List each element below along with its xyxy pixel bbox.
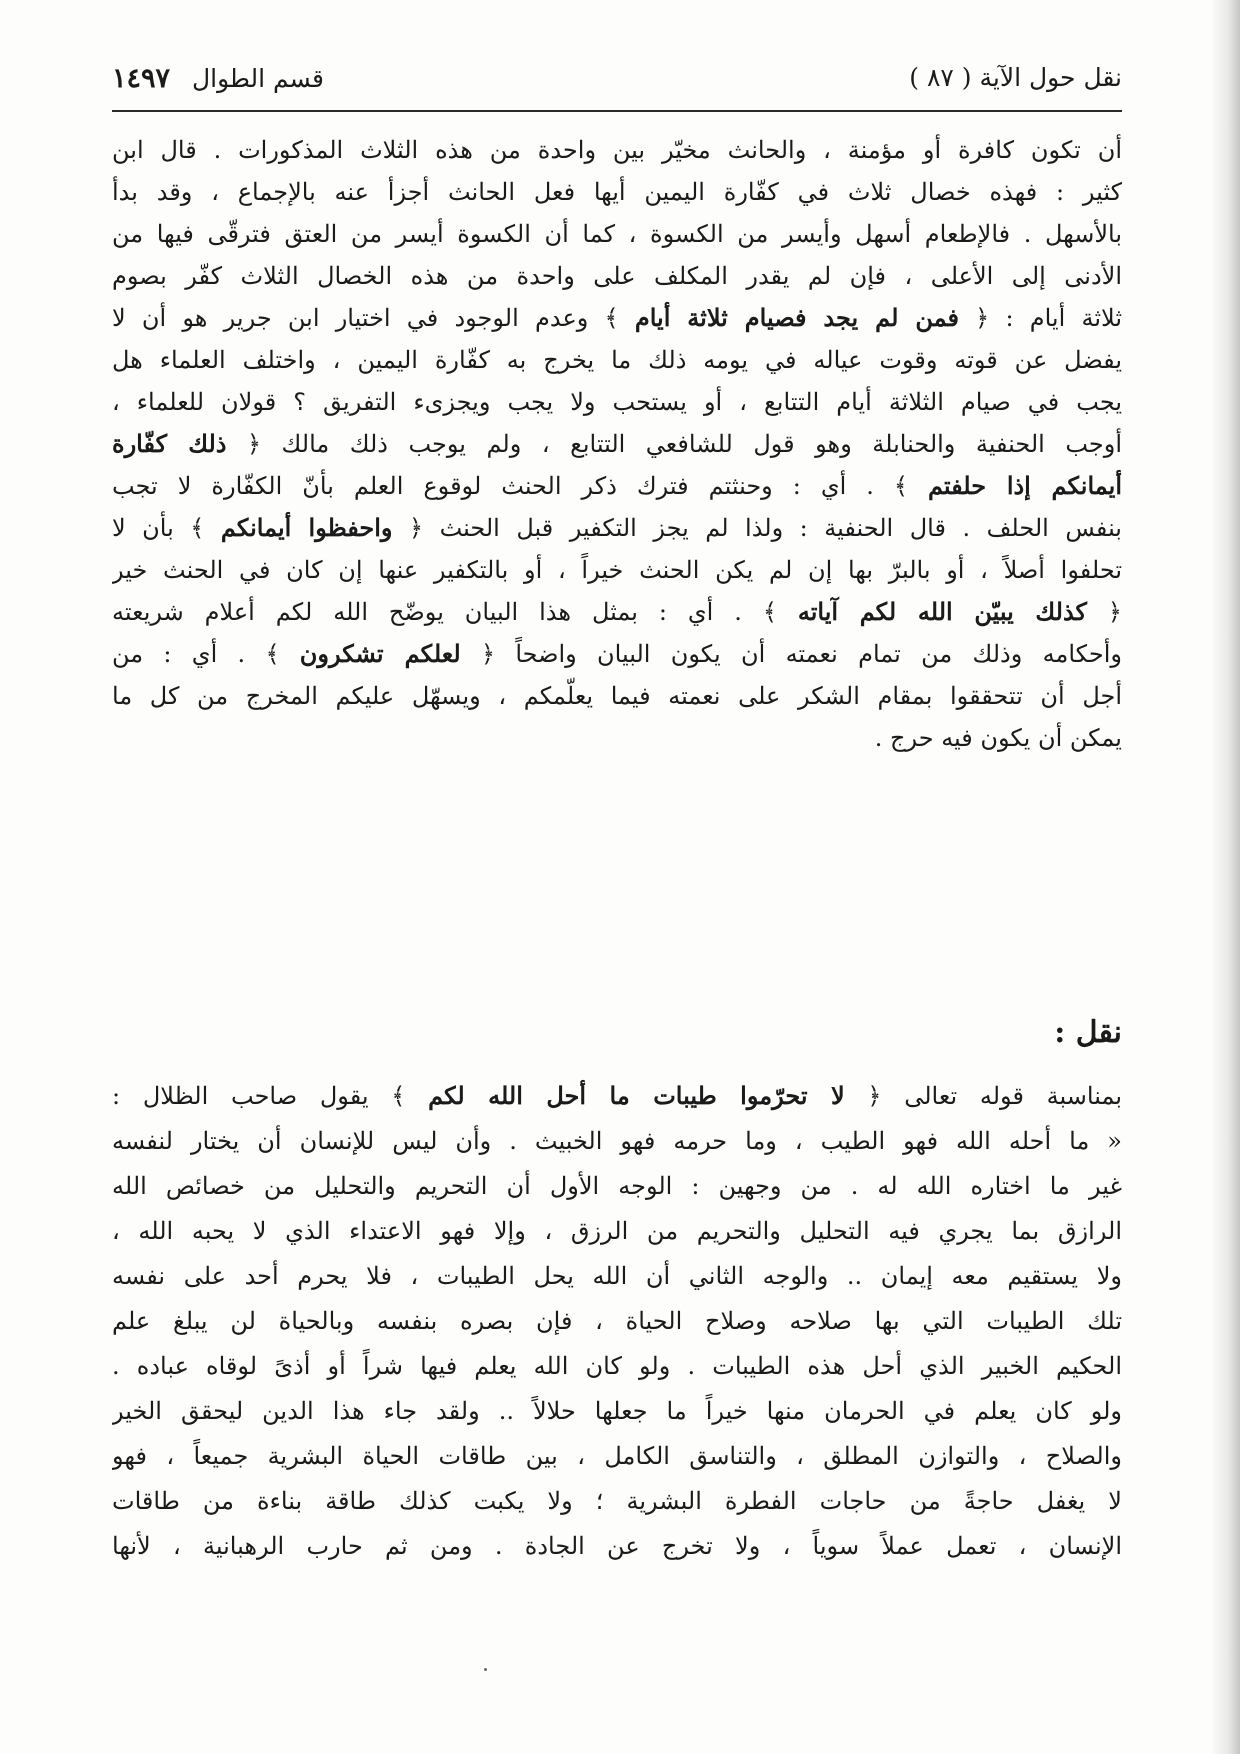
quran-quote: فمن لم يجد فصيام ثلاثة أيام — [634, 303, 959, 332]
body-line-5 — [112, 298, 1122, 338]
section-line-10: لا يغفل حاجةً من حاجات الفطرة البشرية ؛ ولا يكبت كذلك طاقة بناءة من طاقات — [112, 1487, 1122, 1515]
body-line-2: كثير : فهذه خصال ثلاث في كفّارة اليمين أيها فعل الحانث أجزأ عنه بالإجماع ، وقد بدأ — [112, 178, 1122, 206]
quran-quote: واحفظوا أيمانكم — [220, 513, 393, 542]
scan-speck — [484, 1668, 487, 1671]
quran-quote: كذلك يبيّن الله لكم آياته — [797, 597, 1087, 626]
section-line-7: الحكيم الخبير الذي أحل هذه الطيبات . ولو كان الله يعلم فيها شراً أو أذىً لوقاه عباده . — [112, 1352, 1122, 1380]
body-line-12-lead: ﴿ — [1086, 598, 1122, 626]
body-line-14: أجل أن تتحققوا بمقام الشكر على نعمته فيما يعلّمكم ، ويسهّل عليكم المخرج من كل ما — [112, 682, 1122, 710]
body-line-10-lead: بنفس الحلف . قال الحنفية : ولذا لم يجز التكفير قبل الحنث ﴿ — [392, 514, 1122, 542]
body-line-5-tail: ﴾ وعدم الوجود في اختيار ابن جرير هو أن لا — [112, 304, 635, 332]
section-line-1-tail: ﴾ يقول صاحب الظلال : — [112, 1082, 429, 1110]
body-line-6: يفضل عن قوته وقوت عياله في يومه ذلك ما يخرج به كفّارة اليمين ، واختلف العلماء هل — [112, 346, 1122, 374]
body-line-8 — [112, 424, 1122, 464]
body-line-9 — [112, 466, 1122, 506]
quran-quote: ذلك كفّارة — [112, 429, 227, 458]
section-line-9: والصلاح ، والتوازن المطلق ، والتناسق الكامل ، بين طاقات الحياة البشرية جميعاً ، فهو — [112, 1442, 1122, 1470]
body-line-12-tail: ﴾ . أي : بمثل هذا البيان يوضّح الله لكم أعلام شريعته — [112, 598, 798, 626]
header-section-and-page — [112, 63, 324, 94]
body-line-10-tail: ﴾ بأن لا — [112, 514, 221, 542]
body-line-7: يجب في صيام الثلاثة أيام التتابع ، أو يستحب ولا يجب ويجزىء التفريق ؟ قولان للعلماء ، — [112, 388, 1122, 416]
section-line-4: الرازق بما يجري فيه التحليل والتحريم من الرزق ، وإلا فهو الاعتداء الذي لا يحبه الله ، — [112, 1217, 1122, 1245]
running-header — [112, 55, 1122, 105]
section-line-1-lead: بمناسبة قوله تعالى ﴿ — [844, 1082, 1122, 1110]
section-line-5: ولا يستقيم معه إيمان .. والوجه الثاني أن الله يحل الطيبات ، فلا يحرم أحد على نفسه — [112, 1262, 1122, 1290]
body-line-4: الأدنى إلى الأعلى ، فإن لم يقدر المكلف على واحدة من هذه الخصال الثلاث كفّر بصوم — [112, 262, 1122, 290]
section-line-8: ولو كان يعلم في الحرمان منها خيراً ما جعلها حلالاً .. ولقد جاء هذا الدين ليحقق الخير — [112, 1397, 1122, 1425]
body-line-13-tail: ﴾ . أي : من — [112, 640, 300, 668]
body-line-12 — [112, 592, 1122, 632]
body-line-10 — [112, 508, 1122, 548]
page-number: ١٤٩٧ — [112, 63, 171, 94]
body-line-13-lead: وأحكامه وذلك من تمام نعمته أن يكون البيان واضحاً ﴿ — [460, 640, 1122, 668]
section-line-3: غير ما اختاره الله له . من وجهين : الوجه الأول أن التحريم والتحليل من خصائص الله — [112, 1172, 1122, 1200]
quran-quote: لا تحرّموا طيبات ما أحل الله لكم — [428, 1081, 845, 1110]
quran-quote: لعلكم تشكرون — [299, 639, 461, 668]
section-line-11: الإنسان ، تعمل عملاً سوياً ، ولا تخرج عن الجادة . ومن ثم حارب الرهبانية ، لأنها — [112, 1532, 1122, 1560]
header-chapter-title: نقل حول الآية ( ٨٧ ) — [909, 63, 1122, 92]
section-line-6: تلك الطيبات التي بها صلاحه وصلاح الحياة ، فإن بصره بنفسه وبالحياة لن يبلغ علم — [112, 1307, 1122, 1335]
body-line-1: أن تكون كافرة أو مؤمنة ، والحانث مخيّر بين واحدة من هذه الثلاث المذكورات . قال ابن — [112, 136, 1122, 164]
body-line-9-tail: ﴾ . أي : وحنثتم فترك ذكر الحنث لوقوع العلم بأنّ الكفّارة لا تجب — [112, 472, 928, 500]
page-edge-shadow — [1210, 0, 1240, 1754]
body-line-11: تحلفوا أصلاً ، أو بالبرّ بها إن لم يكن الحنث خيراً ، أو بالتكفير عنها إن كان في الحنث خير — [112, 556, 1122, 584]
header-rule — [112, 110, 1122, 112]
quran-quote: أيمانكم إذا حلفتم — [927, 471, 1122, 500]
body-line-8-lead: أوجب الحنفية والحنابلة وهو قول للشافعي التتابع ، ولم يوجب ذلك مالك ﴿ — [226, 430, 1122, 458]
body-line-3: بالأسهل . فالإطعام أسهل وأيسر من الكسوة ، كما أن الكسوة أيسر من العتق فترقّى فيها من — [112, 220, 1122, 248]
section-line-1 — [112, 1076, 1122, 1116]
section-line-2: « ما أحله الله فهو الطيب ، وما حرمه فهو الخبيث . وأن ليس للإنسان أن يختار لنفسه — [112, 1127, 1122, 1155]
body-line-5-lead: ثلاثة أيام : ﴿ — [958, 304, 1122, 332]
section-heading: نقل : — [1054, 1015, 1122, 1050]
body-line-15: يمكن أن يكون فيه حرج . — [874, 724, 1122, 752]
body-line-13 — [112, 634, 1122, 674]
header-section-name: قسم الطوال — [191, 64, 324, 93]
